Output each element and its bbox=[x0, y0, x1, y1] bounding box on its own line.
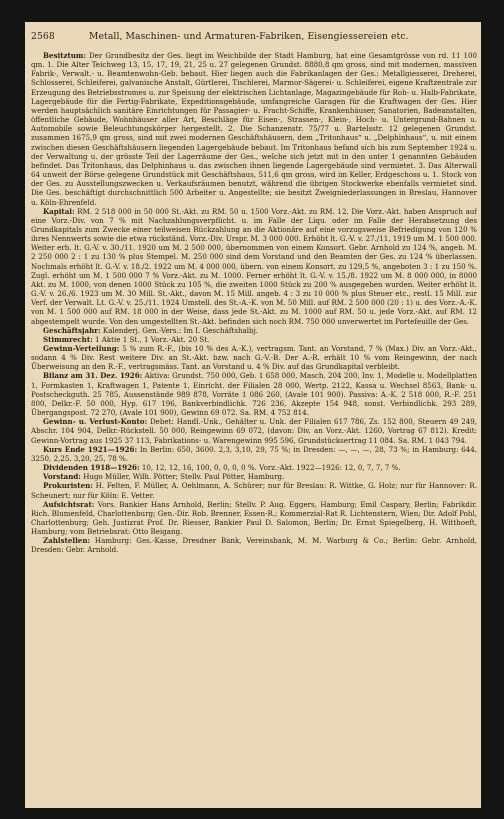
entry-text: H. Felten, F. Müller, A. Oehlmann, A. Schürer; nur für Breslau: R. Wittke, G. Holz; nur für Hannover: R. Scheunert; nur für Köln: E. Vetter. bbox=[31, 481, 477, 500]
entry-text: Hamburg: Ges.-Kasse, Dresdner Bank, Vereinsbank, M. M. Warburg & Co.; Berlin: Gebr. Arnhold, Dresden: Gebr. Arnhold. bbox=[31, 536, 477, 555]
entry-text: Der Grundbesitz der Ges. liegt im Weichbilde der Stadt Hamburg, hat eine Gesamtgrösse von rd. 11 100 qm. 1. Die Alter Teichweg 13, 15, 17, 19, 21, 25 u. 27 gelegenen Grundst. 8880,8 qm gross, sind mit modernen, massiven Fabrik-, Verwalt.- u. Beamtenwohn-Geb. bebaut. Hier liegen auch die Fabrikanlagen der Ges.: Metallgiesserei, Dreherei, Schlosserei, Schleiferei, galvanische Anstalt, Gürtlerei, Tischlerei, Marmor-Sägerei- u. Schleiferei, eigene Kraftzentrale zur Erzeugung des Betriebsstromes u. zur Speisung der elektrischen Lichtanlage, Magazingebäude für Roh- u. Halb-Fabrikate, Lagergebäude für die Fertig-Fabrikate, Expeditionsgebäude, umfangreiche Garagen für die Kraftwagen der Ges. Hier werden hauptsächlich sanitäre Einrichtungen für Passagier- u. Fracht-Schiffe, Krankenhäuser, Sanatorien, Badeanstalten, öffentliche Gebäude, Wohnhäuser aller Art, Beschläge für Eisen-, Strassen-, Klein-, Hoch- u. Untergrund-Bahnen u. Automobile sowie Beleuchtungskörper hergestellt. 2. Die Schanzenstr. 75/77 u. Bartelsstr. 12 gelegenen Grundst. zusammen 1675,9 qm gross, sind mit zwei modernen Geschäftshäusern, dem „Tritonhaus“ u. „Delphinhaus“, u. mit einem zwischen diesen Geschäftshäusern liegenden Lagergebäude bebaut. Im Tritonhaus befand sich bis zum September 1924 u. der Verwaltung u. der grösste Teil der Lagerräume der Ges., welche sich jetzt mit in den unter 1 genannten Gebäuden befindet. Das Tritonhaus, das Delphinhaus u. das zwischen ihnen liegende Lagergebäude sind vermietet. 3. Das Alterwall 64 unweit der Börse gelegene Grundstück mit Geschäftshaus, 511,6 qm gross, wird im Keller, Erdgeschoss u. 1. Stock von der Ges. zu Ausstellungszwecken u. Verkaufsräumen benutzt, während die übrigen Stockwerke ebenfalls vermietet sind. Die Ges. beschäftigt durchschnittlich 500 Arbeiter u. Angestellte; sie besitzt Zweigniederlassungen in Breslau, Hannover u. Köln-Ehrenfeld. bbox=[31, 51, 477, 207]
entry-label: Gewinn- u. Verlust-Konto: bbox=[43, 417, 148, 427]
entry-paragraph bbox=[31, 51, 477, 207]
entry-paragraph bbox=[31, 472, 477, 481]
entry-paragraph bbox=[31, 417, 477, 444]
entry-text: Hugo Müller, Wilh. Pötter; Stellv. Paul Pötter, Hamburg. bbox=[80, 472, 285, 482]
entry-label: Aufsichtsrat: bbox=[43, 499, 95, 509]
entry-text: In Berlin: 650, 3600. 2,3, 3,10, 29, 75 %; in Dresden: —, —, —, 28, 73 %; in Hamburg: 644, 3250, 2,25. 3,20, 25, 78 %. bbox=[31, 444, 477, 463]
entry-label: Bilanz am 31. Dez. 1926: bbox=[43, 371, 143, 381]
entry-label: Stimmrecht: bbox=[43, 334, 93, 344]
entry-label: Gewinn-Verteilung: bbox=[43, 344, 120, 353]
entry-label: Kapital: bbox=[43, 206, 75, 216]
entry-text: RM. 2 518 000 in 50 000 St.-Akt. zu RM. 50 u. 1500 Vorz.-Akt. zu RM. 12. Die Vorz.-Akt. haben Anspruch auf eine Vorz.-Div. von 7 % mit Nachzahlungsverpflicht. u. im Falle der Liqu. oder im Falle der Herabsetzung des Grundkapitals zum Zwecke einer teilweisen Rückzahlung an die Aktionäre auf eine vorzugsweise Befriedigung von 120 % ihres Nennwerts sowie die etwa rückständ. Vorz.-Div. Urspr. M. 3 000 000. Erhöht lt. G.-V. v. 27./11. 1919 um M. 1 500 000. Weiter erh. lt. G.-V. v. 30./11. 1920 um M. 2 500 000, übernommen von einem Konsort. Gebr. Arnhold zu 124 %, angeb. M. 2 250 000 2 : 1 zu 130 % plus Stempel. M. 250 000 sind dem Vorstand und den Beamten der Ges. zu 124 % überlassen. Nochmals erhöht lt. G.-V. v. 18./2. 1922 um M. 4 000 000, übern. von einem Konsort. zu 129,5 %, angeboten 3 : 1 zu 150 %. Zugl. erhöht um M. 1 500 000 7 % Vorz.-Akt. zu M. 1000. Ferner erhöht lt. G.-V. v. 15./8. 1922 um M. 8 000 000, in 8000 Akt. zu M. 1000, von denen 1000 Stück zu 105 %, die zweiten 1000 Stück zu 200 % ausgegeben wurden. Weiter erhöht lt. G.-V. v. 26./6. 1923 um M. 30 Mill. St.-Akt., davon M. 15 Mill. angeb. 4 : 3 zu 10 000 % plus Steuer etc., restl. 15 Mill. zur Verf. der Verwalt. Lt. G.-V. v. 25./11. 1924 Umstell. des St.-A.-K. von M. 50 Mill. auf RM. 2 500 000 (20 : 1) u. des Vorz.-A.-K. von M. 1 500 000 auf RM. 18 000 in der Weise, dass jede St.-Akt. zu M. 1000 auf RM. 50 u. jede Vorz.-Akt. auf RM. 12 abgestempelt wurde. Von den umgestellten St.-Akt. befinden sich noch RM. 750 000 unverwertet im Portefeuille der Ges. bbox=[31, 206, 477, 326]
entry-label: Prokuristen: bbox=[43, 481, 93, 491]
entry-paragraph bbox=[31, 326, 477, 335]
book-page bbox=[25, 22, 481, 808]
page-header bbox=[31, 31, 475, 43]
entry-paragraph bbox=[31, 207, 477, 326]
entry-text: Vors. Bankier Hans Arnhold, Berlin; Stellv. P. Aug. Eggers, Hamburg; Emil Caspary, Berlin; Fabrikdir. Rich. Blumenfeld, Charlottenburg; Gen.-Dir. Rob. Brenner, Essen-R.; Kommerzial-Rat R. Lichtenstern, Wien; Dir. Adolf Pohl, Charlottenburg; Geh. Justizrat Prof. Dr. Riesser, Bankier Paul D. Salomon, Berlin; Dr. Ernst Spiegelberg, H. Witthoeft, Hamburg; vom Betriebsrat: Otto Beigang. bbox=[31, 499, 477, 537]
entry-paragraph bbox=[31, 335, 477, 344]
entry-paragraph bbox=[31, 371, 477, 417]
entry-text: Debet: Handl.-Unk., Gehälter u. Unk. der Filialen 617 786, Zs. 152 800, Steuern 49 249, Abschr. 104 904, Delkr.-Rückstell. 50 000, Reingewinn 69 072, (davon: Div. an Vorz.-Akt. 1260, Vortrag 67 812). Kredit: Gewinn-Vortrag aus 1925 37 113, Fabrikations- u. Warengewinn 995 596, Grundstücksertrag 11 084. Sa. RM. 1 043 794. bbox=[31, 417, 477, 445]
entry-text: Kalenderj. Gen.-Vers.: Im I. Geschäftshalbj. bbox=[100, 325, 259, 335]
entry-label: Zahlstellen: bbox=[43, 536, 91, 546]
running-title: Metall, Maschinen- und Armaturen-Fabriken, Eisengiessereien etc. bbox=[89, 31, 409, 42]
entry-text: 10, 12, 12, 16, 100, 0, 0, 0, 0 %. Vorz.-Akt. 1922—1926: 12, 0, 7, 7, 7 %. bbox=[139, 463, 401, 473]
entry-label: Vorstand: bbox=[43, 472, 81, 482]
entry-paragraph bbox=[31, 500, 477, 537]
entry-label: Kurs Ende 1921—1926: bbox=[43, 444, 138, 454]
entry-label: Besitztum: bbox=[43, 51, 87, 60]
page-number: 2568 bbox=[31, 31, 55, 42]
entry-paragraph bbox=[31, 481, 477, 499]
entry-paragraph bbox=[31, 463, 477, 472]
entry-text: 1 Aktie 1 St., 1 Vorz.-Akt. 20 St. bbox=[92, 334, 210, 344]
entry-label: Dividenden 1918—1926: bbox=[43, 463, 140, 473]
entry-paragraph bbox=[31, 445, 477, 463]
entry-label: Geschäftsjahr: bbox=[43, 325, 101, 335]
page-body bbox=[31, 51, 477, 798]
entry-text: 5 % zum R.-F., (bis 10 % des A.-K.), vertragsm. Tant. an Vorstand, 7 % (Max.) Div. an Vorz.-Akt., sodann 4 % Div. Rest weitere Div. an St.-Akt. bzw. nach G.-V.-B. Der A.-R. erhält 10 % vom Reingewinn, der nach Überweisung an den R.-F., vertragsmäss. Tant. an Vorstand u. 4 % Div. auf das Grundkapital verbleibt. bbox=[31, 344, 477, 372]
entry-text: Aktiva: Grundst. 750 000, Geb. 1 658 000, Masch. 204 200, Inv. 1, Modelle u. Modellplatten 1, Formkasten 1, Kraftwagen 1, Patente 1, Einricht. der Filialen 28 000, Wertp. 2122, Kassa u. Wechsel 8563, Bank- u. Postscheckguth. 25 785, Aussenstände 989 878, Vorräte 1 086 260, (Avale 101 900). Passiva: A.-K. 2 518 000, R.-F. 251 800, Delkr.-F. 50 000, Hyp. 617 196, Bankverbindlichk. 726 236, Akzepte 154 948, sonst. Verbindlichk. 293 289, Übergangspost. 72 270, (Avale 101 900), Gewinn 69 072. Sa. RM. 4 752 814. bbox=[31, 371, 477, 418]
entry-paragraph bbox=[31, 536, 477, 554]
entry-paragraph bbox=[31, 344, 477, 371]
